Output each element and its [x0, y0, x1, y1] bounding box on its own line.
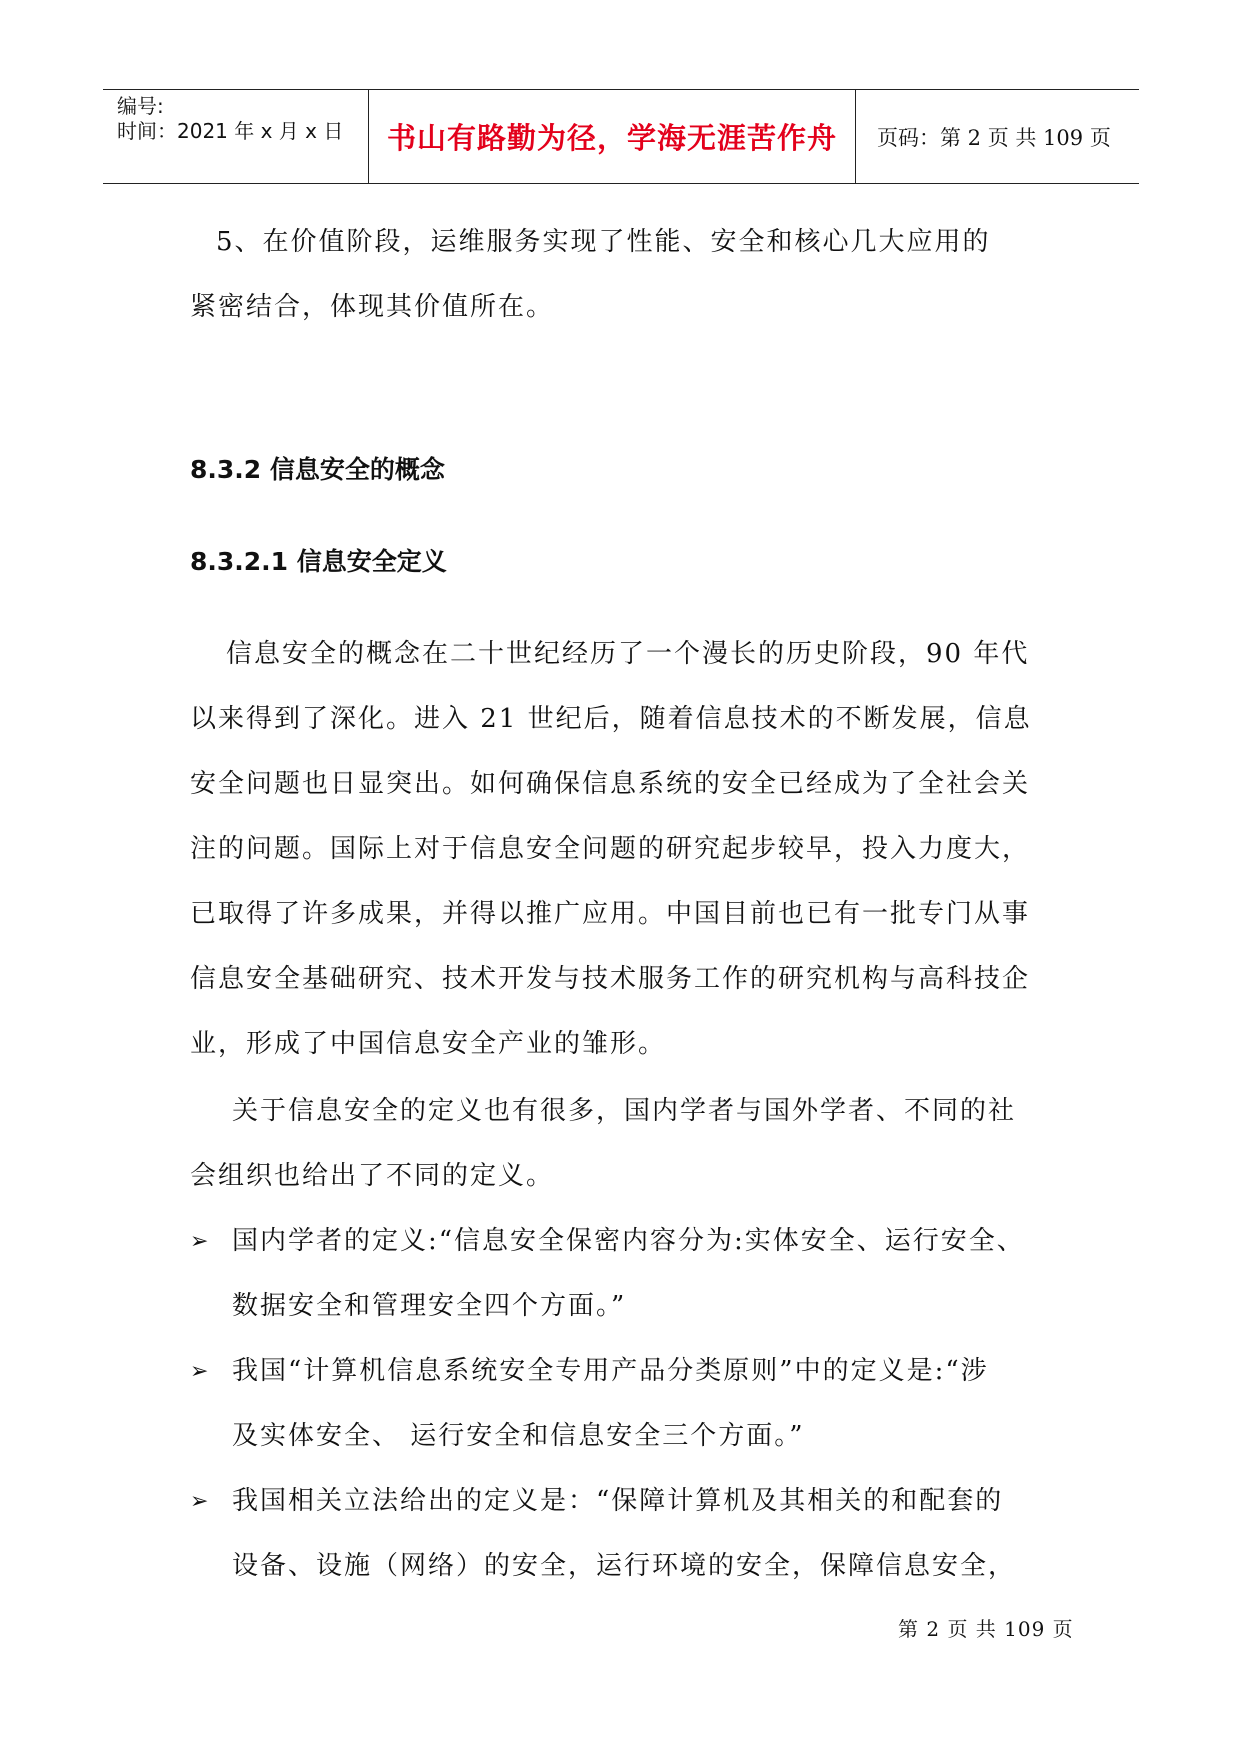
text-line: 数据安全和管理安全四个方面。” — [232, 1291, 627, 1321]
paragraph-definition-history — [190, 622, 1070, 1077]
text-line: 我国相关立法给出的定义是：“保障计算机及其相关的和配套的 — [232, 1486, 1004, 1516]
paragraph-value-stage — [190, 210, 1070, 340]
text-line: 5、在价值阶段，运维服务实现了性能、安全和核心几大应用的 — [216, 227, 991, 257]
page-footer-number: 第 2 页 共 109 页 — [898, 1617, 1074, 1641]
text-line: 信息安全基础研究、技术开发与技术服务工作的研究机构与高科技企 — [190, 964, 1031, 994]
document-number-label: 编号: — [117, 94, 164, 118]
text-line: 国内学者的定义:“信息安全保密内容分为:实体安全、运行安全、 — [232, 1226, 1025, 1256]
text-line: 以来得到了深化。进入 21 世纪后，随着信息技术的不断发展，信息 — [190, 704, 1032, 734]
section-heading-8-3-2-1: 8.3.2.1 信息安全定义 — [190, 547, 447, 576]
text-line: 我国“计算机信息系统安全专用产品分类原则”中的定义是:“涉 — [232, 1356, 989, 1386]
header-page-number: 页码：第 2 页 共 109 页 — [877, 125, 1111, 150]
header-meta — [117, 90, 367, 187]
header-motto-cell — [368, 90, 856, 183]
text-line: 会组织也给出了不同的定义。 — [190, 1161, 555, 1191]
text-line: 关于信息安全的定义也有很多，国内学者与国外学者、不同的社 — [232, 1096, 1017, 1126]
text-line: 紧密结合，体现其价值所在。 — [190, 292, 555, 322]
arrow-bullet-icon: ➢ — [190, 1359, 211, 1384]
page-header — [103, 89, 1139, 184]
text-line: 设备、设施（网络）的安全，运行环境的安全，保障信息安全， — [232, 1551, 1017, 1581]
section-heading-8-3-2: 8.3.2 信息安全的概念 — [190, 455, 445, 484]
text-line: 注的问题。国际上对于信息安全问题的研究起步较早，投入力度大， — [190, 834, 1031, 864]
header-motto: 书山有路勤为径，学海无涯苦作舟 — [386, 121, 837, 155]
text-line: 及实体安全、 运行安全和信息安全三个方面。” — [232, 1421, 805, 1451]
list-item-text — [232, 1339, 1072, 1469]
text-line: 已取得了许多成果，并得以推广应用。中国目前也已有一批专门从事 — [190, 899, 1031, 929]
paragraph-definitions-intro — [190, 1079, 1070, 1209]
arrow-bullet-icon: ➢ — [190, 1489, 211, 1514]
list-item-text — [232, 1209, 1072, 1339]
text-line: 安全问题也日显突出。如何确保信息系统的安全已经成为了全社会关 — [190, 769, 1031, 799]
text-line: 信息安全的概念在二十世纪经历了一个漫长的历史阶段，90 年代 — [226, 639, 1030, 669]
text-line: 业，形成了中国信息安全产业的雏形。 — [190, 1029, 667, 1059]
document-time-label: 时间：2021 年 x 月 x 日 — [117, 119, 344, 143]
list-item-text — [232, 1469, 1072, 1599]
arrow-bullet-icon: ➢ — [190, 1229, 211, 1254]
